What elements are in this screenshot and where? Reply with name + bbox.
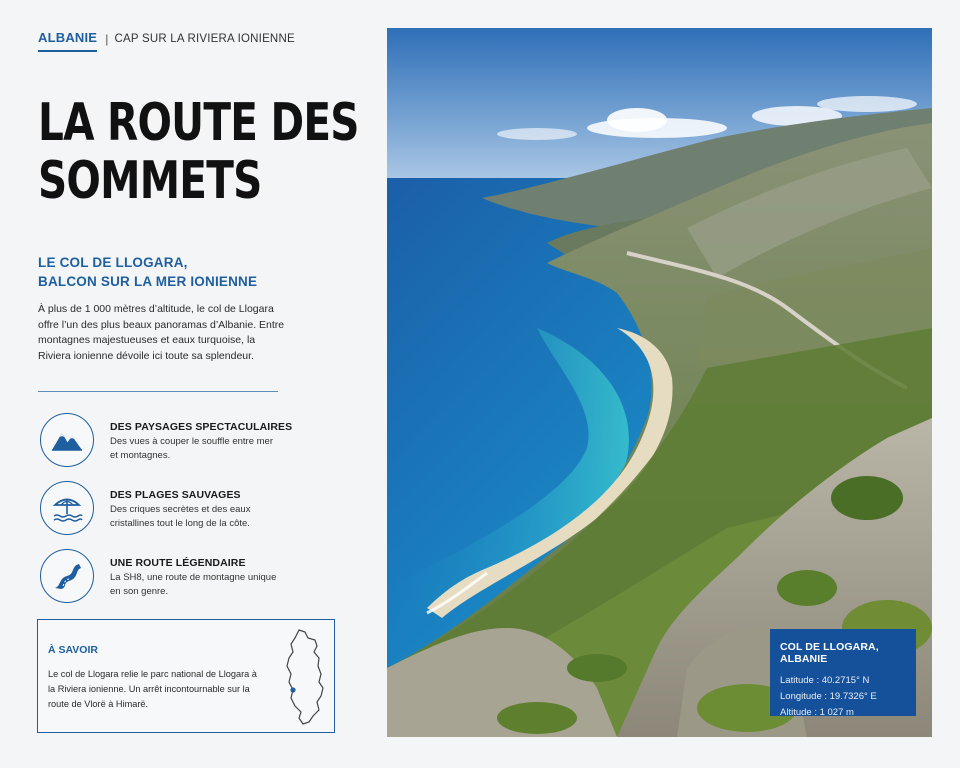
- page-title: [38, 94, 373, 210]
- feature-title: DES PAYSAGES SPECTACULAIRES: [110, 421, 293, 433]
- caption-longitude: Longitude : 19.7326° E: [780, 691, 877, 702]
- info-box-title: À SAVOIR: [48, 644, 98, 656]
- title-line-1: LA ROUTE DES: [38, 93, 359, 153]
- caption-latitude: Latitude : 40.2715° N: [780, 675, 870, 686]
- feature-desc: La SH8, une route de montagne unique en son genre.: [110, 572, 277, 597]
- albania-map-icon: [281, 628, 327, 726]
- feature-item: [38, 413, 338, 473]
- country-label: ALBANIE: [38, 30, 97, 52]
- feature-item: [38, 549, 338, 609]
- feature-desc: Des vues à couper le souffle entre mer et montagnes.: [110, 436, 273, 461]
- feature-desc: Des criques secrètes et des eaux cristallines tout le long de la côte.: [110, 504, 251, 529]
- section-subhead: [38, 253, 328, 291]
- winding-road-icon: [40, 549, 94, 603]
- header-kicker: [38, 30, 358, 52]
- feature-item: [38, 481, 338, 541]
- section-divider: [38, 391, 278, 392]
- title-line-2: SOMMETS: [38, 151, 262, 211]
- info-box-text: Le col de Llogara relie le parc national de Llogara à la Riviera ionienne. Un arrêt incontournable sur la route de Vlorë à Himarë.: [48, 669, 257, 709]
- mountains-icon: [40, 413, 94, 467]
- kicker-separator: |: [105, 32, 109, 46]
- info-box: [37, 619, 335, 733]
- caption-title: COL DE LLOGARA, ALBANIE: [780, 641, 879, 665]
- subhead-line-2: BALCON SUR LA MER IONIENNE: [38, 274, 258, 289]
- caption-altitude: Altitude : 1 027 m: [780, 707, 854, 718]
- feature-title: DES PLAGES SAUVAGES: [110, 489, 241, 501]
- kicker-subtitle: CAP SUR LA RIVIERA IONIENNE: [114, 32, 295, 45]
- intro-paragraph: À plus de 1 000 mètres d’altitude, le col de Llogara offre l’un des plus beaux panoramas d’Albanie. Entre montagnes majestueuses et eaux turquoise, la Riviera ionienne dévoile ici toute sa splendeur.: [38, 303, 285, 362]
- photo-caption: [770, 629, 916, 716]
- header-kicker-wrap: [38, 30, 358, 52]
- feature-title: UNE ROUTE LÉGENDAIRE: [110, 557, 246, 569]
- subhead-line-1: LE COL DE LLOGARA,: [38, 255, 188, 270]
- beach-umbrella-icon: [40, 481, 94, 535]
